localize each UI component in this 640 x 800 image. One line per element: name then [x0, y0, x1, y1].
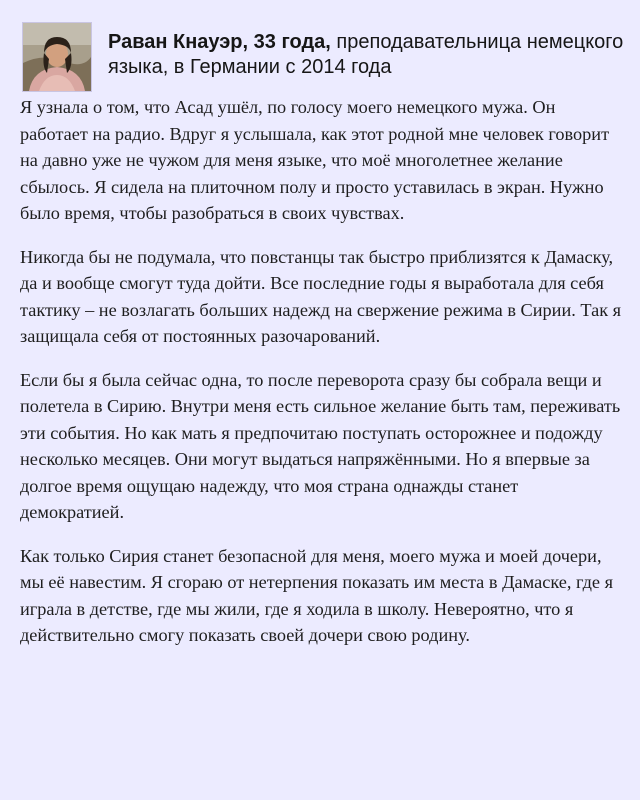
paragraph: Никогда бы не подумала, что повстанцы так быстро приблизятся к Дамаску, да и вообще смогут туда дойти. Все последние годы я выработала для себя тактику – не возлагать больших надежд на свержение режима в Сирии. Так я защищала себя от постоянных разочарований.: [20, 246, 622, 346]
paragraph: Как только Сирия станет безопасной для меня, моего мужа и моей дочери, мы её навестим. Я сгораю от нетерпения показать им места в Дамаске, где я играла в детстве, где мы жили, где я ходила в школу. Невероятно, что я действительно смогу показать своей дочери свою родину.: [20, 545, 613, 645]
author-byline: [108, 30, 628, 80]
author-description: преподавательница немецкого языка, в Германии с 2014 года: [108, 31, 624, 78]
quote-body: [20, 94, 624, 666]
portrait-image: [23, 23, 91, 91]
author-name: Раван Кнауэр, 33 года,: [108, 31, 331, 53]
author-header: [22, 22, 622, 92]
paragraph: Если бы я была сейчас одна, то после переворота сразу бы собрала вещи и полетела в Сирию. Внутри меня есть сильное желание быть там, переживать эти события. Но как мать я предпочитаю поступать осторожнее и подожду несколько месяцев. Они могут выдаться напряжёнными. Но я впервые за долгое время ощущаю надежду, что моя страна однажды станет демократией.: [20, 369, 621, 522]
paragraph: Я узнала о том, что Асад ушёл, по голосу моего немецкого мужа. Он работает на радио. Вдруг я услышала, как этот родной мне человек говорит на давно уже не чужом для меня языке, что моё многолетнее желание сбылось. Я сидела на плиточном полу и просто уставилась в экран. Нужно было время, чтобы разобраться в своих чувствах.: [20, 97, 610, 223]
avatar: [22, 22, 92, 92]
